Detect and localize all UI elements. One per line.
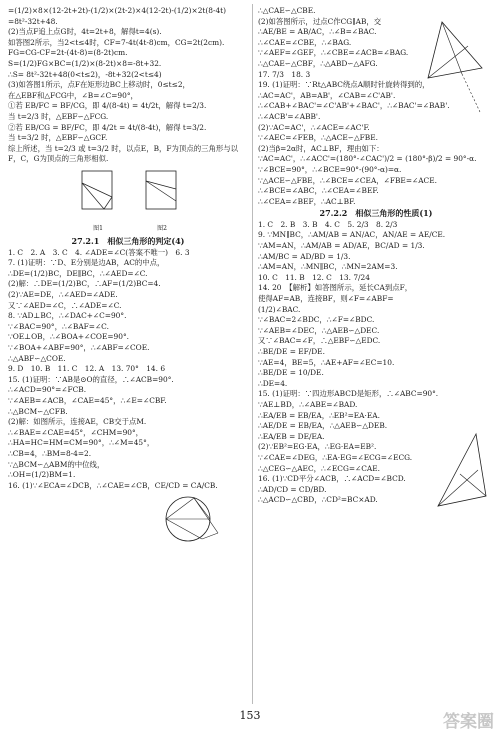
text-line: ∵∠AEB=∠ACB，∠CAE=45°，∴∠E=∠CBF. (8, 396, 167, 405)
text-line: F，C，G为顶点的三角形相似. (8, 154, 109, 164)
triangle-figure-top (422, 16, 494, 120)
text-line: S=(1/2)FG×BC=(1/2)×(8-2t)×8=-8t+32. (8, 58, 162, 68)
text-line: ∴△CEG∽△AEC，∴∠ECG=∠CAE. (258, 463, 380, 473)
text-line: ∵∠AEC=∠FEB，∴△ACE∽△FBE. (258, 133, 378, 143)
text-line: 1. C 2. B 3. B 4. C 5. 2/3 8. 2/3 (258, 219, 398, 229)
text-line: ∴AC=AC'，AB=AB'，∠CAB=∠C'AB'. (258, 90, 396, 100)
text-line: ∴△CAE∽△CBF，∴△ABD∽△AFG. (258, 58, 378, 68)
text-line: (3)如答图1所示，点F在矩形边BC上移动时，0≤t≤2， (8, 80, 190, 90)
text-line: ∴∠BCE=∠ABC，∴∠CEA=∠BEF. (258, 186, 379, 196)
text-line: 如答图2所示，当2<t≤4时，CF=7-4t(4t-8)cm，CG=2t(2cm). (8, 37, 225, 47)
text-line: 1. C 2. A 3. C 4. ∠ADE=∠C(答案不唯一) 6. 3 (8, 247, 190, 257)
text-line: ∴∠ACB'=∠ABB'. (258, 111, 321, 121)
text-line: ∴AE/DE = EB/EA，∴△AEB∽△DEB. (258, 421, 388, 431)
text-line: 当 t=2/3 时，△EBF∽△FCG. (8, 111, 109, 121)
text-line: ∴△CAE∽△CBE. (258, 6, 316, 15)
text-line: ∵∠BOA+∠ABF=90°，∴∠ABF=∠COE. (8, 343, 150, 353)
text-line: 当 t=3/2 时，△EBF∽△GCF. (8, 133, 108, 143)
text-line: 在△EBF和△FCG中，∠B=∠C=90°， (8, 90, 138, 100)
text-line: ∴∠CAE=∠CBE，∴∠BAG. (258, 37, 352, 47)
figure-2-caption: 图2 (157, 224, 167, 232)
text-line: ∴△ABF∽△COE. (8, 353, 66, 363)
text-line: ∴BE/DE = 10/DE. (258, 368, 324, 378)
text-line: (2)∵EB²=EG·EA，∴EG·EA=EB². (258, 442, 377, 452)
text-line: (2)当β=2α时，AC⊥BF，理由如下： (258, 143, 384, 153)
text-line: 10. C 11. B 12. C 13. 7/24 (258, 272, 370, 282)
text-line: ∴AE/BE = AB/AC，∴∠B=∠BAC. (258, 27, 377, 37)
figures-1-2 (76, 167, 248, 234)
text-line: (2)当点F追上点G时，4t=2t+8，解得t=4(s). (8, 27, 162, 37)
text-line: (2)∵AC=AC'，∴∠ACE=∠AC'F. (258, 122, 370, 132)
text-line: 7. (1)证明：∵D、E分别是边AB，AC的中点， (8, 258, 165, 268)
section-title-27-2-2: 27.2.2 相似三角形的性质(1) (319, 208, 433, 219)
text-line: ∵OE⊥OB，∴∠BOA+∠COE=90°. (8, 332, 129, 342)
text-line: ∵∠BCE=90°，∴∠BCE=90°-(90°-α)=α. (258, 164, 402, 174)
text-line: ∴HA=HC=HM=CM=90°，∴∠M=45°， (8, 438, 155, 448)
text-line: ∵△ACE∽△FBE，∴∠BCE=∠CEA，∠FBE=∠ACE. (258, 175, 437, 185)
text-line: FG=CG-CF=2t-(4t-8)=(8-2t)cm. (8, 48, 128, 58)
text-line: ∵AE⊥BD，∴∠ABE=∠BAD. (258, 399, 358, 409)
figure-1-caption: 图1 (93, 224, 103, 232)
text-line: ∴∠CAB+∠BAC'=∠C'AB'+∠BAC'，∴∠BAC'=∠BAB'. (258, 101, 450, 111)
text-line: (2)解：如图所示，连接AE，CB交于点M. (8, 417, 147, 427)
figure-1 (76, 167, 120, 234)
text-line: ∴EA/EB = DE/EA. (258, 431, 325, 441)
text-line: ∴BE/DE = EF/DE. (258, 347, 325, 356)
text-line: ∵AE=4，BE=5，∴AE+AF=∠EC=10. (258, 357, 395, 367)
text-line: ∵∠BAC=2∠BDC，∴∠F=∠BDC. (258, 315, 375, 325)
text-line: ∴DE=4. (258, 378, 288, 388)
text-line: ∴AM=AN，∴MN∥BC，∴MN=2AM=3. (258, 262, 398, 272)
text-line: ②若 EB/CG = BF/FC，即 4/2t = 4t/(8-4t)，解得 t=3/2. (8, 122, 207, 132)
text-line: =(1/2)×8×(12-2t+2t)-(1/2)×(2t-2)×4(12-2t)-(1/2)×2t(8-4t) (8, 6, 227, 15)
text-line: 使得AF=AB，连接BF，则∠F=∠ABF= (258, 294, 394, 304)
text-line: 17. 7/3 18. 3 (258, 69, 311, 79)
text-line: ∴AD/CD = CD/BD. (258, 484, 327, 494)
text-line: (1/2)∠BAC. (258, 304, 301, 314)
text-line: (2)∵AE=DE，∴∠AED=∠ADE. (8, 290, 118, 300)
section-title-27-2-1: 27.2.1 相似三角形的判定(4) (71, 236, 185, 247)
text-line: ∴DE=(1/2)BC，DE∥BC，∴∠AED=∠C. (8, 268, 148, 278)
text-line: ①若 EB/FC = BF/CG，即 4/(8-4t) = 4t/2t，解得 t=2/3. (8, 101, 207, 111)
text-line: (2)如答图所示，过点C作CG∥AB，交 (258, 16, 382, 26)
text-line: ∵∠AEB=∠DEC，∴△AEB∽△DEC. (258, 325, 380, 335)
text-line: ∴OH=(1/2)BM=1. (8, 470, 76, 480)
text-line: =8t²-32t+48. (8, 16, 58, 26)
text-line: 14. 20 【解析】如答图所示，延长CA到点F， (258, 283, 413, 293)
text-line: ∴CB=4，∴BM=8-4=2. (8, 448, 92, 458)
watermark-logo: 答案圈 (443, 712, 494, 732)
text-line: ∴∠CEA=∠BEF，∴AC⊥BF. (258, 196, 356, 206)
left-column (8, 6, 248, 551)
text-line: ∴∠BAE=∠CAE=45°，∠CHM=90°， (8, 427, 144, 437)
text-line: ∵∠BAC=90°，∴∠BAF=∠C. (8, 321, 109, 331)
text-line: ∴EA/EB = EB/EA，∴EB²=EA·EA. (258, 410, 380, 420)
triangle-figure-bottom (430, 430, 494, 516)
text-line: ∵AC=AC'，∴∠ACC'=(180°-∠CAC')/2 = (180°-β)/2 = 90°-α. (258, 154, 477, 164)
text-line: ∴△ACD∽△CBD，∴CD²=BC×AD. (258, 495, 378, 505)
page-number: 153 (239, 709, 261, 722)
text-line: 19. (1)证明：∵Rt△ABC绕点A顺时针旋转得到的， (258, 80, 430, 90)
text-line: ∴∠ACD=90°=∠FCB. (8, 385, 87, 395)
text-line: 9. D 10. B 11. C 12. A 13. 70° 14. 6 (8, 364, 166, 374)
text-line: 又∵∠BAC=∠F，∴△EBF∽△EDC. (258, 336, 381, 346)
text-line: ∵AM=AN，∴AM/AB = AD/AE，BC/AD = 1/3. (258, 241, 425, 251)
column-divider (252, 4, 253, 704)
figure-2 (140, 167, 184, 234)
text-line: ∴△BCM∽△CFB. (8, 406, 68, 416)
text-line: ∵∠CAE=∠DEG，∴EA·EG=∠ECG=∠ECG. (258, 452, 413, 462)
text-line: ∵△BCM∽△ABM的中位线， (8, 459, 105, 469)
right-column (258, 6, 494, 506)
text-line: 15. (1)证明：∵AB是⊙O的直径，∴∠ACB=90°. (8, 374, 174, 384)
left-top-lines (8, 6, 248, 165)
text-line: 16. (1)∵CD平分∠ACB，∴∠ACD=∠BCD. (258, 474, 406, 484)
text-line: (2)解：∴DE=(1/2)BC，∴AF=(1/2)BC=4. (8, 279, 161, 289)
left-section-lines (8, 248, 248, 492)
text-line: 8. ∵AD⊥BC，∴∠DAC+∠C=90°. (8, 311, 127, 321)
text-line: ∴S= 8t²-32t+48(0<t≤2)，-8t+32(2<t≤4) (8, 69, 162, 79)
circle-figure (158, 493, 248, 549)
text-line: ∴AM/BC = AD/BD = 1/3. (258, 251, 351, 261)
text-line: 综上所述，当 t=2/3 或 t=3/2 时，以点E，B，F为顶点的三角形与以 (8, 143, 239, 153)
text-line: 16. (1)∵∠ECA=∠DCB，∴∠CAE=∠CB，CE/CD = CA/CB. (8, 480, 218, 490)
text-line: 又∵∠AED=∠C，∴∠ADE=∠C. (8, 300, 122, 310)
text-line: 15. (1)证明：∵四边形ABCD是矩形，∴∠ABC=90°. (258, 389, 439, 399)
text-line: 9. ∵MN∥BC，∴AM/AB = AN/AC，AN/AE = AE/CE. (258, 230, 446, 240)
text-line: ∵∠AEF=∠GEF，∴∠CBE=∠ACB=∠BAG. (258, 48, 409, 58)
